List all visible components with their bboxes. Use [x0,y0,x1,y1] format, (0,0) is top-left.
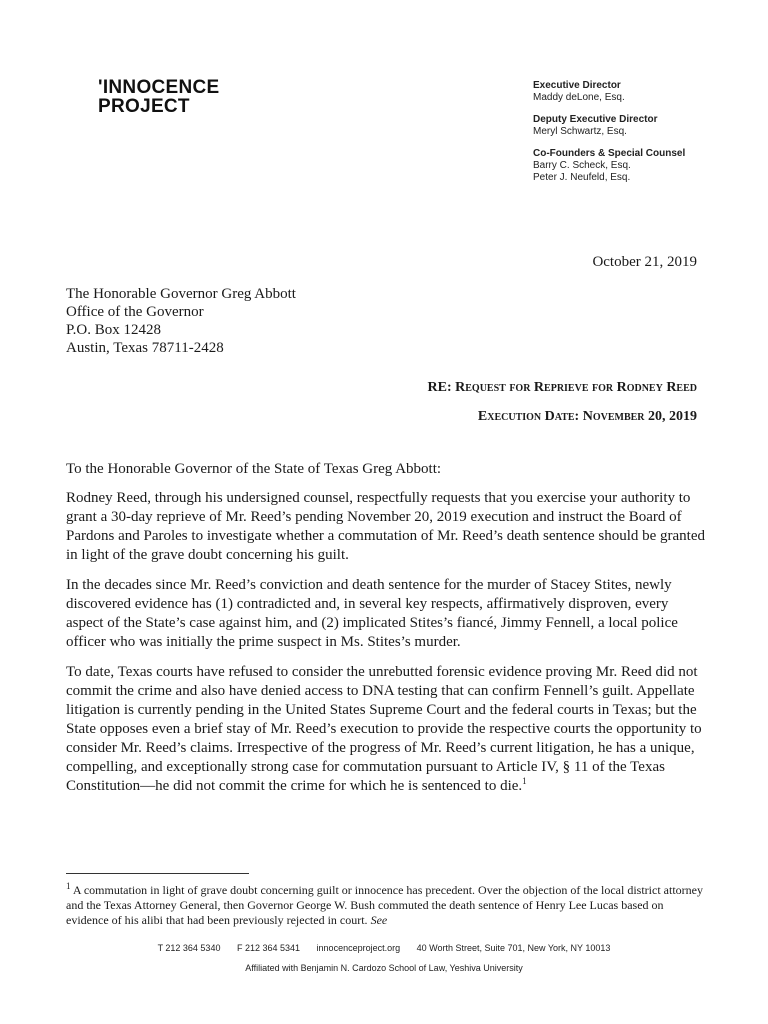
footer-address: 40 Worth Street, Suite 701, New York, NY 10013 [416,943,611,953]
paragraph: In the decades since Mr. Reed’s conviction and death sentence for the murder of Stacey Stites, newly discovered evidence has (1) contradicted and, in several key respects, affirmatively disproven, every aspect of the State’s case against him, and (2) implicated Stites’s fiancé, Jimmy Fennell, a local police officer who was initially the prime suspect in Ms. Stites’s murder. [66,577,678,650]
staff-group-co-founders [533,148,685,184]
footer-contact [0,943,768,953]
execution-date-line [428,402,697,431]
staff-role: Co-Founders & Special Counsel [533,148,686,159]
staff-group-executive-director [533,80,685,104]
recipient-line: P.O. Box 12428 [66,322,162,338]
footer-website: innocenceproject.org [316,943,401,953]
subject-text: Request for Reprieve for Rodney Reed [455,380,697,395]
staff-name: Peter J. Neufeld, Esq. [533,172,631,183]
recipient-line: Office of the Governor [66,304,204,320]
recipient-line: Austin, Texas 78711-2428 [66,340,224,356]
staff-name: Maddy deLone, Esq. [533,92,625,103]
staff-role: Deputy Executive Director [533,114,658,125]
staff-list [533,80,685,194]
footnote-divider [66,873,249,874]
footnote [66,883,706,928]
execution-date-value: November 20, 2019 [582,409,697,424]
letter-date: October 21, 2019 [592,254,697,270]
paragraph-text: To date, Texas courts have refused to consider the unrebutted forensic evidence proving Mr. Reed did not commit the crime and also have denied access to DNA testing that can confirm Fennell’s guilt. Appellate litigation is currently pending in the United States Supreme Court and the federal courts in Texas; but the State opposes even a brief stay of Mr. Reed’s execution to provide the respective courts the opportunity to consider Mr. Reed’s claims. Irrespective of the progress of Mr. Reed’s current litigation, he has a unique, compelling, and exceptionally strong case for commutation pursuant to Article IV, § 11 of the Texas Constitution—he did not commit the crime for which he is sentenced to die. [66,664,702,794]
staff-role: Executive Director [533,80,621,91]
letter-body [66,460,706,807]
footnote-reference: 1 [522,776,527,786]
staff-name: Barry C. Scheck, Esq. [533,160,631,171]
logo-line-1: 'INNOCENCE [98,77,220,98]
staff-group-deputy-director [533,114,685,138]
salutation: To the Honorable Governor of the State of Texas Greg Abbott: [66,461,442,477]
subject-block [428,373,697,431]
execution-date-label: Execution Date: [477,409,580,424]
paragraph: Rodney Reed, through his undersigned counsel, respectfully requests that you exercise your authority to grant a 30-day reprieve of Mr. Reed’s pending November 20, 2019 execution and instruct the Board of Pardons and Paroles to investigate whether a commutation of Mr. Reed’s death sentence should be granted in light of the grave doubt concerning his guilt. [66,490,706,563]
footer-fax: F 212 364 5341 [236,943,301,953]
innocence-project-logo [98,78,220,116]
staff-name: Meryl Schwartz, Esq. [533,126,627,137]
recipient-line: The Honorable Governor Greg Abbott [66,286,296,302]
footer-affiliation: Affiliated with Benjamin N. Cardozo School of Law, Yeshiva University [245,963,523,973]
logo-line-2: PROJECT [98,96,190,117]
footer-phone: T 212 364 5340 [157,943,221,953]
footnote-marker: 1 [66,881,71,891]
footnote-text: A commutation in light of grave doubt concerning guilt or innocence has precedent. Over the objection of the local district attorney and the Texas Attorney General, then Governor George W. Bush commuted the death sentence of Henry Lee Lucas based on evidence of his alibi that had been previously rejected in court. [66,883,703,927]
recipient-address [66,285,296,357]
paragraph [66,663,706,796]
footnote-see: See [370,913,388,927]
subject-prefix: RE: [427,380,452,395]
subject-line [428,373,697,402]
